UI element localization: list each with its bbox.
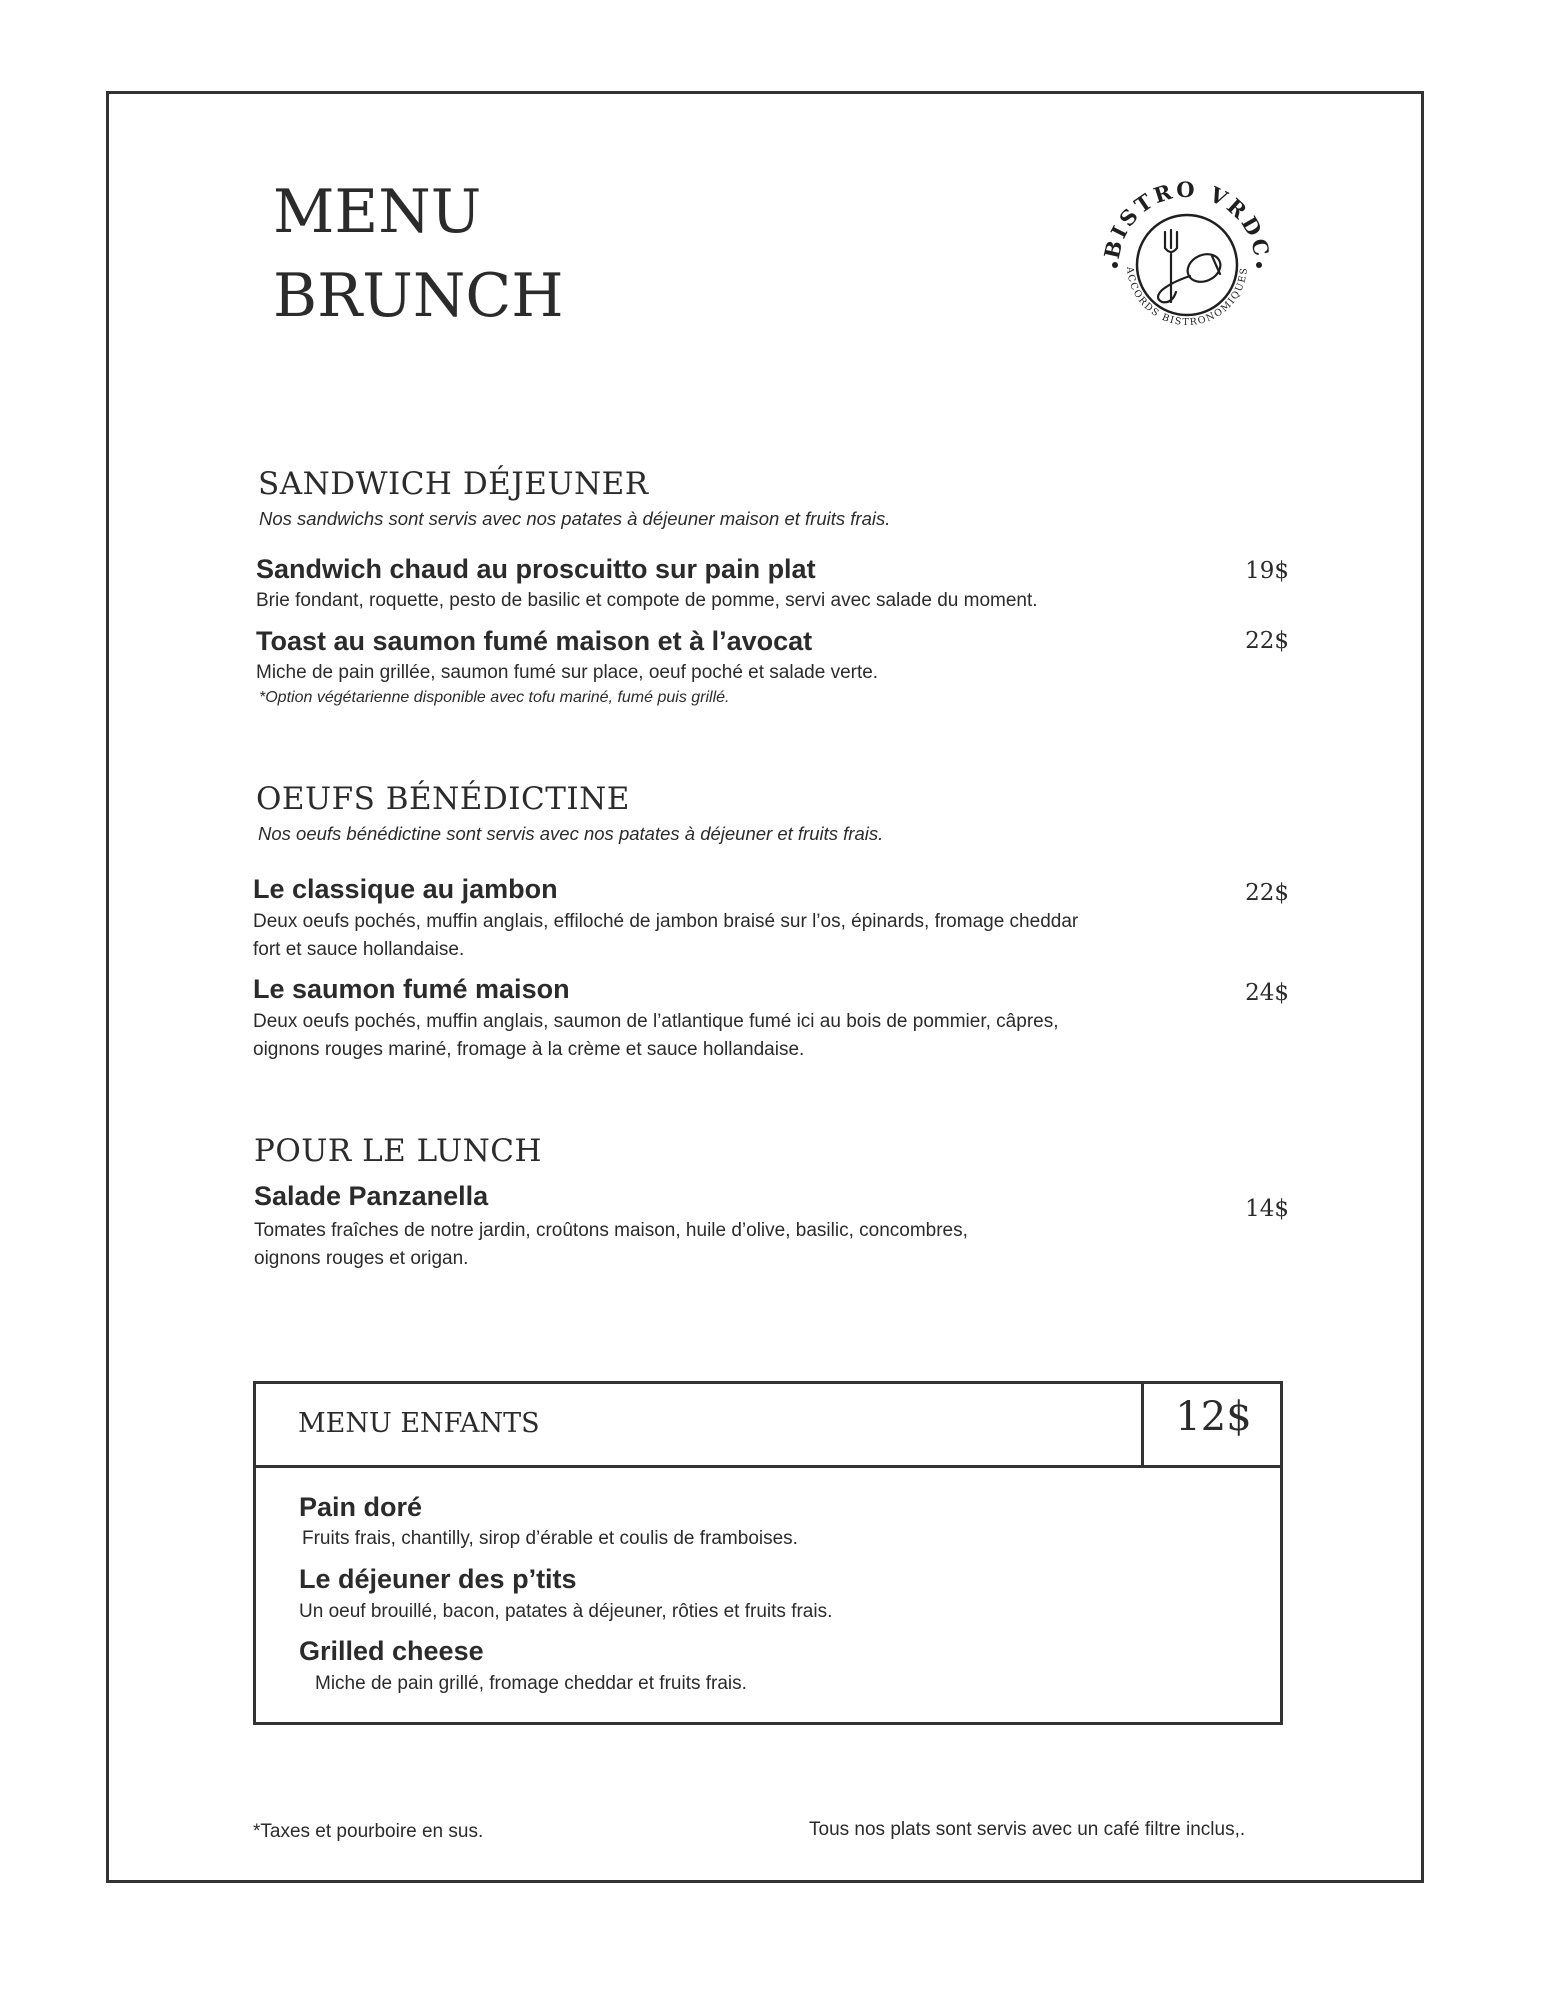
- bistro-logo: [1092, 170, 1282, 360]
- kids-item-name-dejeuner: Le déjeuner des p’tits: [299, 1564, 577, 1594]
- title-line-brunch: BRUNCH: [273, 261, 564, 331]
- section-title-lunch: POUR LE LUNCH: [254, 1133, 543, 1169]
- kids-header-divider: [256, 1465, 1280, 1468]
- title-line-menu: MENU: [273, 177, 482, 247]
- footer-coffee: Tous nos plats sont servis avec un café filtre inclus,.: [809, 1819, 1246, 1840]
- item-desc-panzanella-line2: oignons rouges et origan.: [254, 1248, 469, 1269]
- kids-item-desc-dejeuner: Un oeuf brouillé, bacon, patates à déjeuner, rôties et fruits frais.: [299, 1601, 833, 1622]
- item-name-proscuitto: Sandwich chaud au proscuitto sur pain plat: [256, 554, 816, 584]
- footer-taxes: *Taxes et pourboire en sus.: [253, 1821, 484, 1842]
- item-name-saumon-toast: Toast au saumon fumé maison et à l’avocat: [256, 626, 813, 656]
- item-desc-classique-line2: fort et sauce hollandaise.: [253, 939, 465, 960]
- item-desc-panzanella-line1: Tomates fraîches de notre jardin, croûtons maison, huile d’olive, basilic, concombres,: [254, 1220, 968, 1241]
- item-desc-saumon-fume-line2: oignons rouges mariné, fromage à la crème et sauce hollandaise.: [253, 1039, 805, 1060]
- item-name-classique: Le classique au jambon: [253, 874, 558, 904]
- logo-name: BISTRO VRDC: [1098, 177, 1276, 261]
- kids-item-desc-pain-dore: Fruits frais, chantilly, sirop d’érable et coulis de framboises.: [302, 1528, 798, 1549]
- section-title-sandwich: SANDWICH DÉJEUNER: [258, 466, 649, 502]
- section-title-benedictine: OEUFS BÉNÉDICTINE: [256, 781, 630, 817]
- logo-tagline: ACCORDS BISTRONOMIQUES: [1123, 266, 1251, 329]
- page-title: [273, 170, 564, 338]
- item-name-saumon-fume: Le saumon fumé maison: [253, 974, 570, 1004]
- item-price-classique: 22$: [1245, 880, 1289, 906]
- section-note-sandwich: Nos sandwichs sont servis avec nos patates à déjeuner maison et fruits frais.: [259, 508, 891, 529]
- item-desc-proscuitto: Brie fondant, roquette, pesto de basilic et compote de pomme, servi avec salade du moment.: [256, 590, 1038, 611]
- item-desc-classique-line1: Deux oeufs pochés, muffin anglais, effiloché de jambon braisé sur l’os, épinards, fromage cheddar: [253, 911, 1079, 932]
- item-price-saumon-toast: 22$: [1245, 628, 1289, 654]
- kids-menu-box: [253, 1381, 1283, 1725]
- kids-item-name-pain-dore: Pain doré: [299, 1492, 423, 1522]
- fork-and-wine-glass-icon: [1158, 230, 1225, 302]
- item-desc-saumon-toast: Miche de pain grillée, saumon fumé sur place, oeuf poché et salade verte.: [256, 662, 879, 683]
- item-desc-saumon-fume-line1: Deux oeufs pochés, muffin anglais, saumon de l’atlantique fumé ici au bois de pommier, câpres,: [253, 1011, 1059, 1032]
- kids-menu-price: 12$: [1175, 1394, 1252, 1440]
- kids-item-desc-grilled-cheese: Miche de pain grillé, fromage cheddar et fruits frais.: [315, 1673, 747, 1694]
- kids-item-name-grilled-cheese: Grilled cheese: [299, 1636, 484, 1666]
- item-name-panzanella: Salade Panzanella: [254, 1181, 489, 1211]
- kids-menu-title: MENU ENFANTS: [298, 1408, 540, 1439]
- item-price-panzanella: 14$: [1245, 1196, 1289, 1222]
- item-note-vegetarian: *Option végétarienne disponible avec tofu mariné, fumé puis grillé.: [259, 689, 730, 706]
- item-price-saumon-fume: 24$: [1245, 980, 1289, 1006]
- item-price-proscuitto: 19$: [1245, 558, 1289, 584]
- section-note-benedictine: Nos oeufs bénédictine sont servis avec nos patates à déjeuner et fruits frais.: [258, 823, 884, 844]
